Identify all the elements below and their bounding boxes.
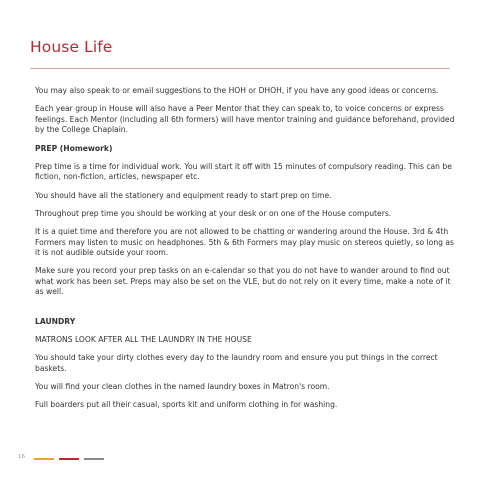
paragraph-stationery: You should have all the stationery and equipment ready to start prep on time. — [35, 190, 332, 200]
paragraph-full-boarders: Full boarders put all their casual, sports kit and uniform clothing in for washing. — [35, 400, 338, 410]
paragraph-quiet-time: It is a quiet time and therefore you are not allowed to be chatting or wandering around the House. 3rd & 4th Formers may listen to music on headphones. 5th & 6th Formers may play music on stereos quietly, so long as it is not audible outside your room. — [35, 226, 454, 258]
footer-accent-bar-red — [59, 458, 79, 460]
paragraph-suggestions: You may also speak to or email suggestions to the HOH or DHOH, if you have any good ideas or concerns. — [35, 86, 439, 95]
section-heading-laundry: LAUNDRY — [35, 316, 76, 326]
paragraph-working-desk: Throughout prep time you should be working at your desk or on one of the House computers. — [35, 208, 392, 218]
paragraph-clean-clothes: You will find your clean clothes in the named laundry boxes in Matron's room. — [35, 382, 330, 392]
paragraph-prep-time: Prep time is a time for individual work. You will start it off with 15 minutes of compulsory reading. This can be fiction, non-fiction, articles, newspaper etc. — [35, 161, 452, 182]
paragraph-record-prep: Make sure you record your prep tasks on an e-calendar so that you do not have to wander around to find out what work has been set. Preps may also be set on the VLE, but do not rely on it every time, make a note of it as well. — [35, 266, 451, 297]
footer-accent-bar-orange — [34, 458, 54, 460]
paragraph-dirty-clothes: You should take your dirty clothes every day to the laundry room and ensure you put things in the correct baskets. — [35, 353, 438, 373]
footer-accent-bar-grey — [84, 458, 104, 460]
paragraph-matrons: MATRONS LOOK AFTER ALL THE LAUNDRY IN THE HOUSE — [35, 335, 252, 345]
section-heading-prep: PREP (Homework) — [35, 143, 113, 153]
page-title: House Life — [30, 38, 113, 56]
page-number: 16 — [18, 454, 25, 460]
title-divider — [30, 68, 450, 69]
paragraph-peer-mentor: Each year group in House will also have a Peer Mentor that they can speak to, to voice concerns or express feelings. Each Mentor (including all 6th formers) will have mentor training and guidance beforehand, provided by the College Chaplain. — [35, 104, 455, 135]
body-text — [35, 86, 455, 418]
